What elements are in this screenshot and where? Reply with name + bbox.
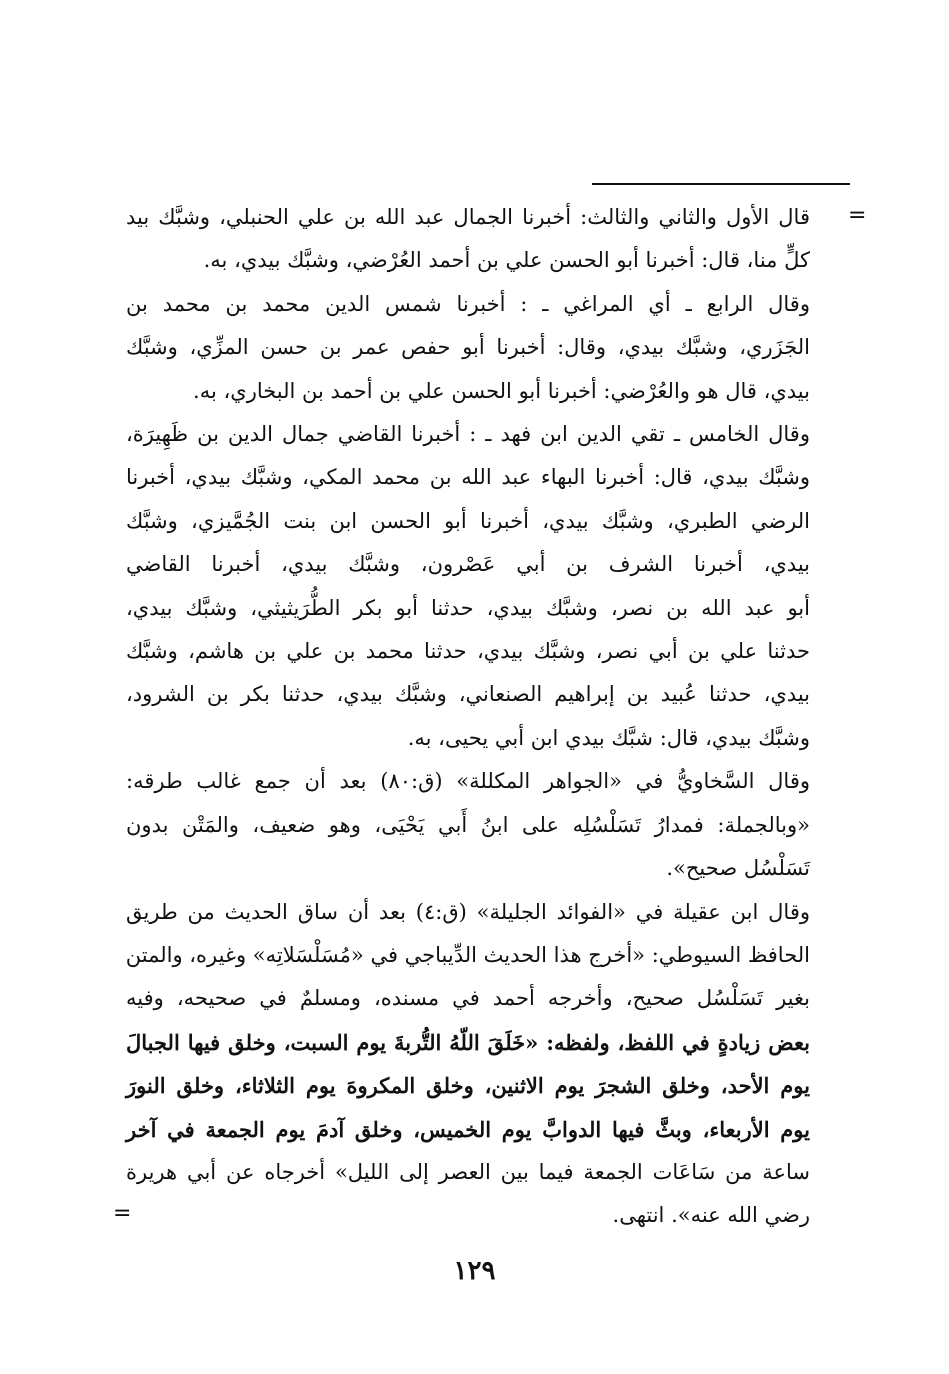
text-line: الحافظ السيوطي: «أخرج هذا الحديث الدِّيباجي في «مُسَلْسَلاتِه» وغيره، والمتن [125, 942, 810, 967]
text-line: وشبَّك بيدي، قال: شبَّك بيدي ابن أبي يحيى، به. [407, 725, 810, 750]
text-line: وشبَّك بيدي، قال: أخبرنا البهاء عبد الله بن محمد المكي، وشبَّك بيدي، أخبرنا [126, 465, 810, 490]
text-line: حدثنا علي بن أبي نصر، وشبَّك بيدي، حدثنا محمد بن علي بن هاشم، وشبَّك [126, 639, 810, 664]
text-line: أبو عبد الله بن نصر، وشبَّك بيدي، حدثنا أبو بكر الطُّرَيثيثي، وشبَّك بيدي، [126, 595, 810, 620]
text-line: الرضي الطبري، وشبَّك بيدي، أخبرنا أبو الحسن ابن بنت الجُمَّيزي، وشبَّك [126, 508, 810, 533]
paragraph-first-second-third [126, 196, 810, 283]
text-line: بيدي، حدثنا عُبيد بن إبراهيم الصنعاني، وشبَّك بيدي، حدثنا بكر بن الشرود، [126, 682, 810, 707]
text-line: بيدي، أخبرنا الشرف بن أبي عَصْرون، وشبَّك بيدي، أخبرنا القاضي [126, 552, 810, 577]
text-line: بيدي، قال هو والعُرْضي: أخبرنا أبو الحسن علي بن أحمد بن البخاري، به. [193, 378, 810, 403]
text-line: الجَزَري، وشبَّك بيدي، وقال: أخبرنا أبو حفص عمر بن حسن المزِّي، وشبَّك [126, 335, 810, 360]
text-line: كلٍّ منا، قال: أخبرنا أبو الحسن علي بن أحمد العُرْضي، وشبَّك بيدي، به. [203, 248, 810, 273]
paragraph-fourth-maraghi [126, 283, 810, 413]
text-line: وقال السَّخاويُّ في «الجواهر المكللة» (ق:٨٠) بعد أن جمع غالب طرقه: [126, 769, 811, 794]
text-line: وقال ابن عقيلة في «الفوائد الجليلة» (ق:٤) بعد أن ساق الحديث من طريق [126, 899, 810, 924]
continuation-mark-top: = [848, 203, 867, 228]
paragraph-fifth-ibn-fahd [126, 413, 810, 760]
text-line: «وبالجملة: فمدارُ تَسَلْسُلِه على ابنُ أَبي يَحْيَى، وهو ضعيف، والمَتْن بدون [126, 812, 810, 837]
text-line: وقال الرابع ـ أي المراغي ـ : أخبرنا شمس الدين محمد بن محمد بن [126, 291, 810, 316]
continuation-mark-bottom: = [113, 1201, 132, 1226]
text-line: يوم الأربعاء، وبثَّ فيها الدوابَّ يوم الخميس، وخلق آدمَ يوم الجمعة في آخر [126, 1116, 810, 1142]
footnote-text-block [126, 196, 810, 1238]
paragraph-ibn-aqila [126, 891, 810, 1238]
paragraph-sakhawi [126, 760, 810, 890]
text-line: بغير تَسَلْسُل صحيح، وأخرجه أحمد في مسنده، ومسلمٌ في صحيحه، وفيه [126, 986, 810, 1011]
text-line: ساعة من سَاعَات الجمعة فيما بين العصر إلى الليل» أخرجاه عن أبي هريرة [126, 1159, 810, 1184]
page-number: ١٢٩ [453, 1256, 496, 1286]
text-line: قال الأول والثاني والثالث: أخبرنا الجمال عبد الله بن علي الحنبلي، وشبَّك بيد [126, 205, 810, 229]
text-line: بعض زيادةٍ في اللفظ، ولفظه: «خَلَقَ اللّهُ التُّربةَ يوم السبت، وخلق فيها الجبالَ [126, 1029, 810, 1055]
text-line: يوم الأحد، وخلق الشجرَ يوم الاثنين، وخلق المكروهَ يوم الثلاثاء، وخلق النورَ [126, 1073, 810, 1099]
text-line: تَسَلْسُل صحيح». [666, 856, 810, 881]
text-line: وقال الخامس ـ تقي الدين ابن فهد ـ : أخبرنا القاضي جمال الدين بن ظَهِيرَة، [126, 422, 810, 447]
footnote-separator-rule [592, 183, 850, 185]
text-line: رضي الله عنه». انتهى. [612, 1203, 810, 1228]
